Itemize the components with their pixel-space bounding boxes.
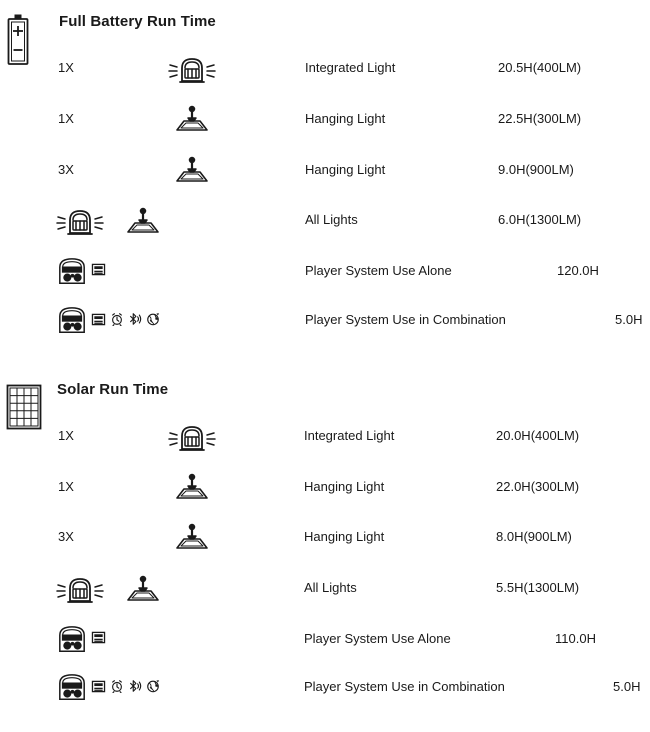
row-icons: [56, 155, 296, 185]
row-label: All Lights: [304, 580, 357, 595]
row-quantity: 3X: [58, 529, 74, 544]
integrated-light-icon: [56, 576, 104, 606]
row-quantity: 1X: [58, 479, 74, 494]
row-value: 5.0H: [615, 312, 643, 327]
row-label: All Lights: [305, 212, 358, 227]
row-value: 22.0H(300LM): [496, 479, 580, 494]
row-label: Hanging Light: [304, 529, 385, 544]
row-quantity: 3X: [58, 162, 74, 177]
row-quantity: 1X: [58, 111, 74, 126]
table-row: [0, 522, 650, 552]
row-quantity: 1X: [58, 428, 74, 443]
row-icons: [56, 205, 296, 235]
radio-player-icon: [57, 624, 87, 654]
row-icons: [56, 104, 296, 134]
row-label: Player System Use Alone: [304, 631, 451, 646]
row-value: 20.0H(400LM): [496, 428, 580, 443]
row-icons: [56, 624, 296, 654]
row-value: 120.0H: [557, 263, 599, 278]
row-value: 5.0H: [613, 679, 641, 694]
radio-player-icon: [57, 672, 87, 702]
row-icons: [56, 522, 296, 552]
table-row: [0, 421, 650, 451]
table-row: [0, 256, 650, 286]
radio-player-icon: [57, 305, 87, 335]
table-row: [0, 573, 650, 603]
hanging-light-icon: [175, 522, 209, 552]
row-value: 9.0H(900LM): [498, 162, 574, 177]
row-quantity: 1X: [58, 60, 74, 75]
row-icons: [56, 421, 296, 451]
row-label: Hanging Light: [305, 111, 386, 126]
row-icons: [56, 672, 296, 702]
row-value: 8.0H(900LM): [496, 529, 572, 544]
row-label: Hanging Light: [304, 479, 385, 494]
table-row: [0, 305, 650, 335]
row-value: 110.0H: [555, 631, 596, 646]
bluetooth-icon: [128, 679, 142, 693]
bluetooth-icon: [128, 312, 142, 326]
row-label: Integrated Light: [305, 60, 396, 75]
integrated-light-icon: [168, 424, 216, 454]
table-row: [0, 155, 650, 185]
row-value: 5.5H(1300LM): [496, 580, 580, 595]
row-icons: [56, 573, 296, 603]
solar-section-title: Solar Run Time: [57, 381, 169, 398]
row-value: 6.0H(1300LM): [498, 212, 582, 227]
alarm-clock-icon: [110, 312, 124, 326]
table-row: [0, 624, 650, 654]
row-icons: [56, 256, 296, 286]
alarm-clock-icon: [110, 679, 124, 693]
integrated-light-icon: [168, 56, 216, 86]
table-row: [0, 104, 650, 134]
display-icon: [91, 263, 106, 276]
row-label: Player System Use Alone: [305, 263, 452, 278]
row-value: 20.5H(400LM): [498, 60, 582, 75]
row-label: Integrated Light: [304, 428, 395, 443]
row-label: Player System Use in Combination: [305, 312, 506, 327]
display-icon: [91, 680, 106, 693]
hanging-light-icon: [175, 472, 209, 502]
row-icons: [56, 305, 296, 335]
row-icons: [56, 53, 296, 83]
globe-icon: [146, 679, 160, 693]
row-value: 22.5H(300LM): [498, 111, 582, 126]
globe-icon: [146, 312, 160, 326]
hanging-light-icon: [126, 574, 160, 604]
row-label: Player System Use in Combination: [304, 679, 505, 694]
table-row: [0, 672, 650, 702]
hanging-light-icon: [175, 155, 209, 185]
table-row: [0, 205, 650, 235]
hanging-light-icon: [126, 206, 160, 236]
battery-section-title: Full Battery Run Time: [59, 13, 216, 30]
display-icon: [91, 631, 106, 644]
integrated-light-icon: [56, 208, 104, 238]
display-icon: [91, 313, 106, 326]
radio-player-icon: [57, 256, 87, 286]
table-row: [0, 472, 650, 502]
table-row: [0, 53, 650, 83]
row-label: Hanging Light: [305, 162, 386, 177]
row-icons: [56, 472, 296, 502]
hanging-light-icon: [175, 104, 209, 134]
